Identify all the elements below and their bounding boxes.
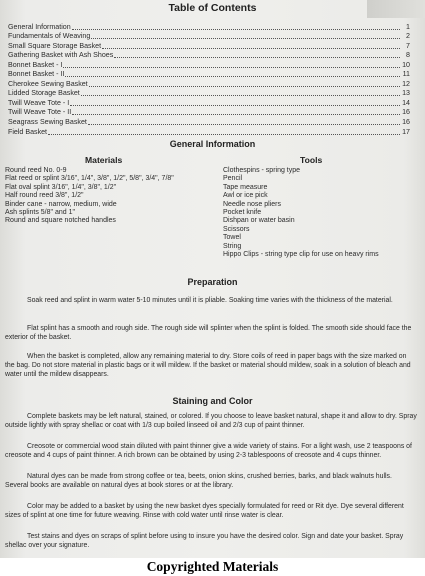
toc-leader-dots	[102, 48, 400, 49]
preparation-paragraph: Flat splint has a smooth and rough side. The rough side will splinter when the splint is folded. The smooth side should face the exterior of the basket.	[5, 325, 412, 342]
tool-item: Scissors	[223, 225, 250, 233]
toc-label: Twill Weave Tote - I	[8, 98, 70, 107]
staining-paragraph: Natural dyes can be made from strong coffee or tea, beets, onion skins, crushed berries, barks, and black walnuts hulls. Several books are available on natural dyes at book stores or at the library.	[5, 473, 392, 490]
materials-list	[5, 167, 220, 226]
material-item: Ash splints 5/8" and 1"	[5, 209, 75, 217]
toc-page-number: 12	[402, 79, 410, 88]
tool-item: Tape measure	[223, 183, 268, 191]
toc-entry	[8, 22, 410, 32]
toc-entry	[8, 89, 410, 99]
tool-item: Needle nose pliers	[223, 200, 281, 208]
toc-leader-dots	[63, 67, 400, 68]
general-info-heading: General Information	[169, 139, 256, 149]
toc-entry	[8, 79, 410, 89]
toc-entry	[8, 127, 410, 137]
toc-label: Seagrass Sewing Basket	[8, 118, 87, 127]
tool-item: Dishpan or water basin	[223, 217, 295, 225]
tool-item: String	[223, 242, 242, 250]
material-item: Round and square notched handles	[5, 217, 116, 225]
toc-entry	[8, 70, 410, 80]
toc-leader-dots	[88, 124, 400, 125]
toc-entry	[8, 108, 410, 118]
toc-label: Lidded Storage Basket	[8, 89, 80, 98]
material-item: Flat reed or splint 3/16", 1/4", 3/8", 1/2", 5/8", 3/4", 7/8"	[5, 175, 174, 183]
toc-leader-dots	[91, 38, 400, 39]
toc-page-number: 16	[402, 108, 410, 117]
staining-paragraph: Test stains and dyes on scraps of splint before using to insure you have the desired color. Sign and date your basket. Spray shellac over your signature.	[5, 533, 404, 550]
tool-item: Pencil	[223, 175, 243, 183]
tool-item: Hippo Clips - string type clip for use on heavy rims	[223, 251, 379, 259]
toc-leader-dots	[114, 57, 400, 58]
toc-page-number: 7	[406, 41, 410, 50]
toc-leader-dots	[81, 95, 400, 96]
tools-list	[223, 167, 423, 259]
toc-label: General Information	[8, 22, 71, 31]
material-item: Binder cane - narrow, medium, wide	[5, 200, 117, 208]
toc-label: Fundamentals of Weaving	[8, 32, 91, 41]
toc-page-number: 14	[402, 98, 410, 107]
toc-page-number: 11	[402, 70, 410, 79]
toc-entry	[8, 117, 410, 127]
toc-leader-dots	[65, 76, 400, 77]
toc-label: Field Basket	[8, 127, 48, 136]
toc-entry	[8, 32, 410, 42]
material-item: Round reed No. 0-9	[5, 167, 67, 174]
material-item: Flat oval splint 3/16", 1/4", 3/8", 1/2"	[5, 183, 117, 191]
toc-label: Bonnet Basket - II	[8, 70, 65, 79]
preparation-paragraph: When the basket is completed, allow any remaining material to dry. Store coils of reed in paper bags with the size marked on the bag. Do not store material in plastic bags or it will mildew. If the basket or material should mildew, soak in a solution of bleach and water until the mildew disappears.	[5, 353, 411, 379]
toc-entry	[8, 60, 410, 70]
toc-page-number: 17	[402, 127, 410, 136]
toc-label: Bonnet Basket - I	[8, 60, 63, 69]
toc-page-number: 10	[402, 60, 410, 69]
preparation-heading: Preparation	[187, 277, 238, 287]
toc-entry	[8, 98, 410, 108]
toc-leader-dots	[72, 114, 400, 115]
toc-leader-dots	[72, 29, 400, 30]
contents-title: Table of Contents	[168, 2, 257, 14]
staining-heading: Staining and Color	[172, 396, 253, 406]
toc-page-number: 13	[402, 89, 410, 98]
material-item: Half round reed 3/8", 1/2"	[5, 192, 84, 200]
tool-item: Awl or ice pick	[223, 192, 268, 200]
tool-item: Towel	[223, 234, 241, 242]
table-of-contents	[8, 22, 410, 137]
materials-heading: Materials	[85, 155, 123, 165]
preparation-paragraph: Soak reed and splint in warm water 5-10 minutes until it is pliable. Soaking time varies with the thickness of the material.	[27, 297, 393, 304]
copyright-footer: Copyrighted Materials	[146, 559, 279, 574]
toc-page-number: 8	[406, 51, 410, 60]
toc-label: Cherokee Sewing Basket	[8, 79, 88, 88]
toc-leader-dots	[70, 105, 400, 106]
toc-leader-dots	[89, 86, 400, 87]
toc-page-number: 1	[406, 22, 410, 31]
toc-label: Small Square Storage Basket	[8, 41, 102, 50]
toc-entry	[8, 51, 410, 61]
tools-heading: Tools	[300, 155, 323, 165]
toc-label: Gathering Basket with Ash Shoes	[8, 51, 114, 60]
toc-page-number: 2	[406, 32, 410, 41]
toc-leader-dots	[48, 134, 400, 135]
tool-item: Pocket knife	[223, 209, 262, 217]
tool-item: Clothespins - spring type	[223, 167, 301, 174]
staining-paragraph: Color may be added to a basket by using the new basket dyes specially formulated for reed or Rit dye. Dye several different sizes of splint at one time for future weaving. Rinse with cold water until rinse water is clear.	[5, 503, 404, 520]
toc-page-number: 16	[402, 118, 410, 127]
staining-paragraph: Creosote or commercial wood stain diluted with paint thinner give a wide variety of stains. For a light wash, use 2 teaspoons of creosote and 4 cups of paint thinner. A rich brown can be obtained by using 2-3 tablespoons of creosote and 4 cups thinner.	[5, 443, 412, 460]
toc-entry	[8, 41, 410, 51]
staining-paragraph: Complete baskets may be left natural, stained, or colored. If you choose to leave basket natural, shape it and allow to dry. Spray outside lightly with spray shellac or coat with 1/3 cup boiled linseed oil and 2/3 cup of paint thinner.	[5, 413, 417, 430]
toc-label: Twill Weave Tote - II	[8, 108, 72, 117]
